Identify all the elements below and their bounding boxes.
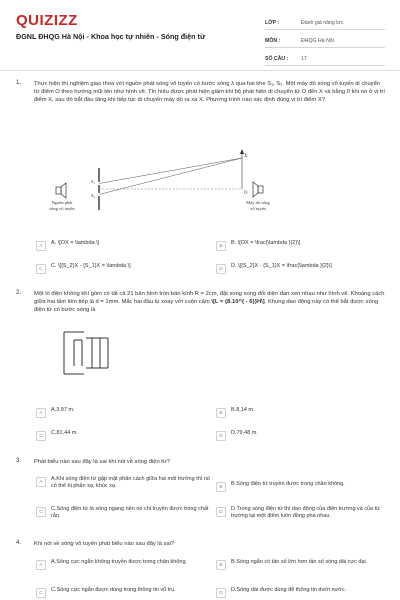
capacitor-svg — [60, 328, 112, 378]
option-c[interactable] — [36, 587, 211, 598]
meta-label: SỐ CÂU : — [265, 55, 289, 62]
question-text: Khi nói về sóng vô tuyến phát biểu nào sau đây là sai? — [34, 541, 175, 547]
option-text: D.Trong sóng điện từ thì dao động của điện trường và của từ trường tại một điểm luôn đồng pha nhau. — [231, 506, 380, 520]
option-letter: B — [216, 560, 226, 570]
question-text — [34, 290, 386, 315]
quizizz-logo: QUIZIZZ — [16, 12, 78, 29]
source-label-line2: sóng vô tuyến — [49, 206, 75, 211]
option-d[interactable] — [216, 506, 394, 520]
option-text: B.Sóng điện từ truyền được trong chân không. — [231, 481, 345, 487]
question-number: 4. — [16, 540, 22, 546]
option-letter: D — [216, 507, 226, 517]
option-text: A.Khi sóng điện từ gặp mặt phân cách giữa hai môi trường thì nó có thể bị phản xạ, khúc xạ. — [51, 476, 210, 490]
option-b[interactable] — [216, 559, 391, 570]
option-text: B. \[OX = \frac{\lambda }{2}\] — [231, 240, 301, 246]
option-c[interactable] — [36, 430, 78, 441]
detector-speaker-icon — [253, 182, 263, 197]
source-label-line1: Nguồn phát — [51, 200, 73, 205]
question-text: Thực hiện thí nghiệm giao thoa với nguồn phát sóng vô tuyến có bước sóng λ qua hai khe S₁, S₂. Một máy dò sóng vô tuyến di chuyển từ điểm O theo hướng mũi tên như hình vẽ. Tín hiệu được phát hiện giảm khi bộ phát hiện di chuyển từ O đến X và bằng 0 khi nó ở vị trí điểm X, sau đó bắt đầu tăng khi tiếp tục di chuyển máy dò ra xa X. Phương trình nào xác định đúng vị trí điểm X? — [34, 81, 386, 104]
question-text-start: Một lò điện không khí gồm có tất cả 21 bản hình tròn bán kính R = 2cm, đặt song song đối diện đan xen nhau như hình vẽ. Khoảng cách giữa hai tấm liên tiếp là d = 1mm. Mắc hai đầu tụ xoay với cuộn cảm — [34, 291, 385, 306]
option-d[interactable] — [216, 587, 394, 598]
meta-row-count — [265, 52, 385, 66]
option-text: D.Sóng dài được dùng để thông tin dưới nước. — [231, 587, 347, 593]
option-text: D. \[{S_2}X - {S_1}X = \frac{\lambda }{2}\] — [231, 263, 332, 269]
option-a[interactable] — [36, 240, 99, 251]
question-text-end: . Khung dao động này có thể bắt được sóng điện từ có bước sóng là — [34, 299, 379, 314]
option-letter: A — [36, 408, 46, 418]
label-s2: S₂ — [91, 193, 96, 198]
question-number: 3. — [16, 458, 22, 464]
option-d[interactable] — [216, 430, 258, 441]
option-letter: A — [36, 560, 46, 570]
detector-label-line2: vô tuyến — [250, 206, 266, 211]
option-letter: A — [36, 477, 46, 487]
option-text: C.Sóng cực ngắn được dùng trong thông tin vũ trụ. — [51, 587, 176, 593]
worksheet-title: ĐGNL ĐHQG Hà Nội - Khoa học tự nhiên - Sóng điện từ — [16, 32, 206, 41]
option-text: C.Sóng điện từ là sóng ngang nên nó chỉ truyền được trong chất rắn. — [51, 506, 209, 520]
option-a[interactable] — [36, 407, 75, 418]
option-letter: D — [216, 588, 226, 598]
meta-label: LỚP : — [265, 19, 280, 26]
meta-row-class — [265, 16, 385, 30]
option-text: A. \[OX = \lambda \] — [51, 240, 100, 246]
option-c[interactable] — [36, 506, 211, 520]
option-letter: C — [36, 588, 46, 598]
option-b[interactable] — [216, 407, 255, 418]
option-letter: C — [36, 507, 46, 517]
option-text: D.79,48 m. — [231, 430, 258, 436]
ray-s1-x — [99, 158, 242, 184]
option-letter: B — [216, 408, 226, 418]
option-text: A.Sóng cực ngắn không truyền được trong chân không. — [51, 559, 188, 565]
question-number: 2. — [16, 290, 22, 296]
label-s1: S₁ — [91, 179, 96, 184]
meta-value: ĐHQG Hà Nội — [301, 37, 334, 44]
meta-row-subject — [265, 34, 385, 48]
question-formula: \[L = {8.10^{ - 6}}H\] — [211, 299, 265, 306]
option-letter: D — [216, 264, 226, 274]
meta-label: MÔN : — [265, 37, 281, 44]
option-d[interactable] — [216, 263, 332, 274]
interference-diagram — [36, 148, 276, 226]
option-letter: B — [216, 241, 226, 251]
option-b[interactable] — [216, 481, 391, 492]
option-a[interactable] — [36, 559, 211, 570]
label-x: X — [244, 154, 248, 159]
question-text: Phát biểu nào sau đây là sai khi nói về sóng điện từ? — [34, 459, 171, 465]
option-c[interactable] — [36, 263, 131, 274]
option-text: A.3,97 m. — [51, 407, 75, 413]
option-text: B.8,14 m. — [231, 407, 255, 413]
meta-value: 17 — [301, 55, 307, 62]
detector-label-line1: Máy dò sóng — [246, 200, 270, 205]
meta-info — [265, 16, 385, 70]
option-text: C.81,44 m. — [51, 430, 78, 436]
meta-value: Đánh giá năng lực — [301, 19, 344, 26]
option-a[interactable] — [36, 476, 211, 490]
option-letter: D — [216, 431, 226, 441]
capacitor-diagram — [60, 328, 112, 378]
option-text: B.Sóng ngắn có tần số lớn hơn tần số sóng dài cực đại. — [231, 559, 368, 565]
option-b[interactable] — [216, 240, 300, 251]
option-letter: C — [36, 431, 46, 441]
source-speaker-icon — [56, 183, 66, 198]
question-number: 1. — [16, 80, 22, 86]
worksheet-header — [0, 0, 400, 70]
header-divider — [0, 70, 400, 71]
diagram-svg — [36, 148, 276, 226]
option-text: C. \[{S_2}X - {S_1}X = \lambda \] — [51, 263, 131, 269]
option-letter: C — [36, 264, 46, 274]
option-letter: A — [36, 241, 46, 251]
label-o: O — [244, 191, 248, 196]
option-letter: B — [216, 482, 226, 492]
